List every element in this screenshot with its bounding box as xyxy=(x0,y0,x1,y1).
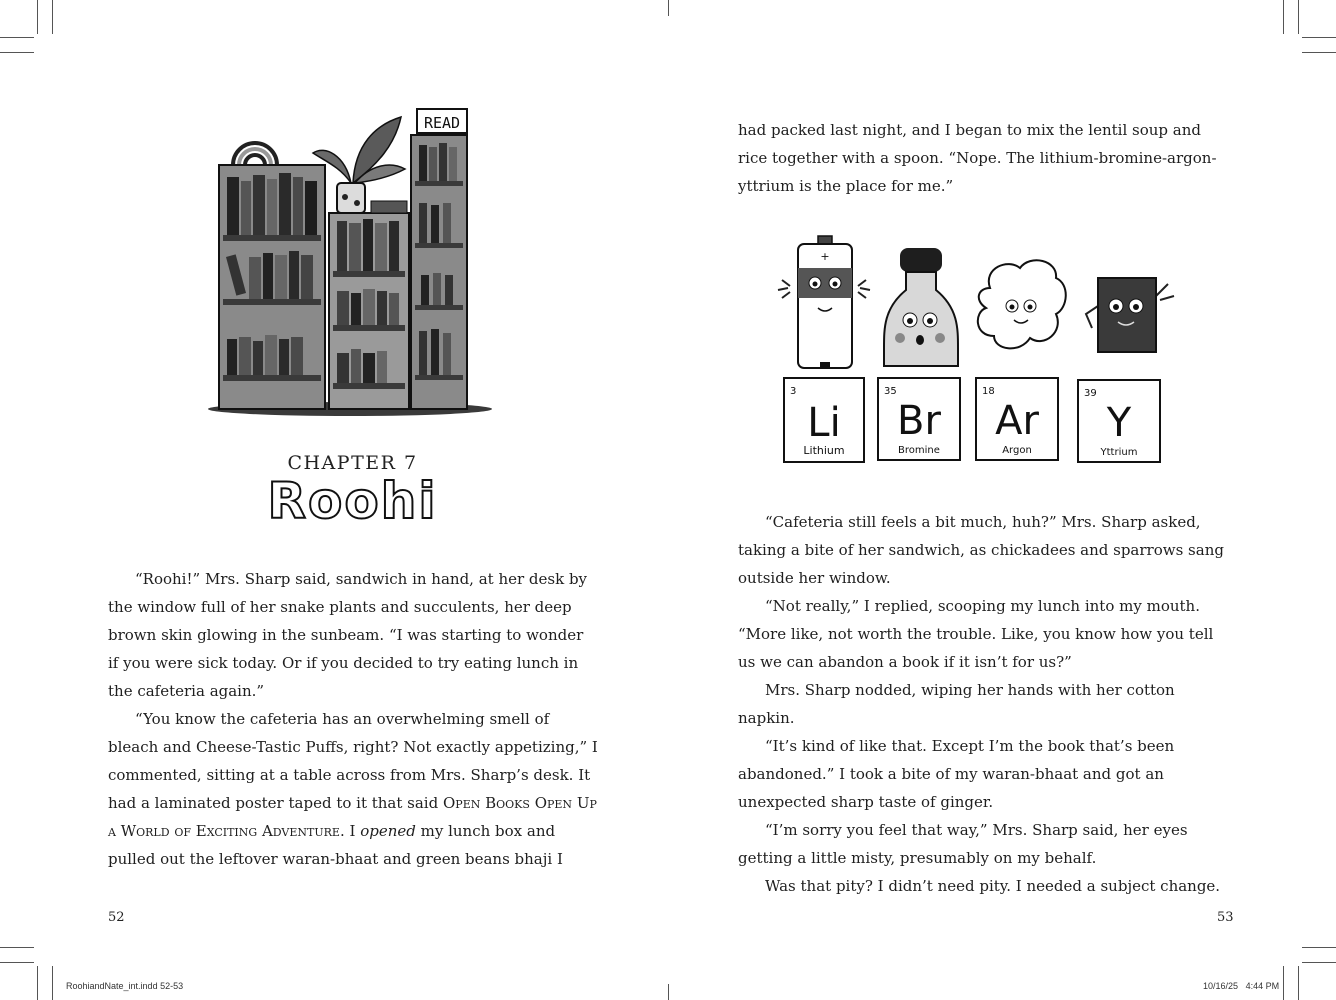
paragraph: Mrs. Sharp nodded, wiping her hands with her cotton napkin. xyxy=(738,681,1175,727)
element-name: Argon xyxy=(1002,445,1032,456)
element-symbol: Y xyxy=(1106,400,1132,446)
element-tile-y xyxy=(1078,380,1160,462)
poster-text: Open Books Open Up a World of Exciting Adventure xyxy=(108,794,597,840)
element-number: 3 xyxy=(790,386,797,397)
right-body-text xyxy=(738,508,1233,900)
chapter-label: CHAPTER 7 xyxy=(287,452,418,474)
right-top-text xyxy=(738,116,1233,200)
paragraph: Was that pity? I didn’t need pity. I needed a subject change. xyxy=(765,877,1221,895)
bottle-character xyxy=(884,248,958,366)
left-body-text xyxy=(108,565,598,873)
cloud-character xyxy=(978,260,1066,348)
paragraph: “Not really,” I replied, scooping my lunch into my mouth. “More like, not worth the trouble. Like, you know how you tell us we can abandon a book if it isn’t for us?” xyxy=(738,597,1214,671)
emphasis-text: opened xyxy=(360,822,416,840)
element-name: Bromine xyxy=(898,445,940,456)
slug-date: 10/16/25 xyxy=(1203,981,1239,991)
page-number-left: 52 xyxy=(108,910,125,925)
element-tile-br xyxy=(878,378,960,460)
paragraph-text: my lunch box and pulled out the leftover waran-bhaat and green beans bhaji I xyxy=(108,822,563,868)
read-sign-text: READ xyxy=(423,114,461,132)
paragraph: had packed last night, and I began to mix the lentil soup and rice together with a spoon. “Nope. The lithium-bromine-argon-yttrium is the place for me.” xyxy=(738,121,1217,195)
element-name: Lithium xyxy=(803,444,845,457)
element-symbol: Li xyxy=(807,400,841,446)
periodic-elements-illustration xyxy=(768,228,1208,473)
element-number: 18 xyxy=(982,386,995,397)
element-number: 35 xyxy=(884,386,897,397)
paragraph: “I’m sorry you feel that way,” Mrs. Sharp said, her eyes getting a little misty, presumably on my behalf. xyxy=(738,821,1188,867)
right-page xyxy=(668,0,1336,1000)
battery-character xyxy=(778,236,870,368)
paragraph-text: . I xyxy=(339,822,356,840)
element-number: 39 xyxy=(1084,388,1097,399)
paragraph-text: “You know the cafeteria has an overwhelming smell of bleach and Cheese-Tastic Puffs, right? Not exactly appetizing,” I commented, sitting at a table across from Mrs. Sharp’s desk. It had a laminated poster taped to it that said xyxy=(108,710,598,812)
paragraph xyxy=(108,705,598,873)
paragraph: “Cafeteria still feels a bit much, huh?” Mrs. Sharp asked, taking a bite of her sandwich, as chickadees and sparrows sang outside her window. xyxy=(738,513,1224,587)
paragraph: “Roohi!” Mrs. Sharp said, sandwich in hand, at her desk by the window full of her snake plants and succulents, her deep brown skin glowing in the sunbeam. “I was starting to wonder if you were sick today. Or if you decided to try eating lunch in the cafeteria again.” xyxy=(108,570,588,700)
chapter-title: Roohi xyxy=(267,472,438,530)
element-name: Yttrium xyxy=(1100,447,1138,458)
element-symbol: Br xyxy=(897,398,941,444)
battery-plus-sign: + xyxy=(820,250,830,263)
slug-filename: RoohiandNate_int.indd 52-53 xyxy=(66,981,184,991)
slug-time: 4:44 PM xyxy=(1245,981,1280,991)
paragraph: “It’s kind of like that. Except I’m the book that’s been abandoned.” I took a bite of my waran-bhaat and got an unexpected sharp taste of ginger. xyxy=(738,737,1175,811)
element-symbol: Ar xyxy=(995,398,1039,444)
page-number-right: 53 xyxy=(1217,910,1234,925)
element-tile-ar xyxy=(976,378,1058,460)
element-tile-li xyxy=(784,378,864,462)
slug-datetime xyxy=(1203,981,1279,991)
bookshelf-illustration xyxy=(205,105,495,420)
block-character xyxy=(1086,278,1174,352)
